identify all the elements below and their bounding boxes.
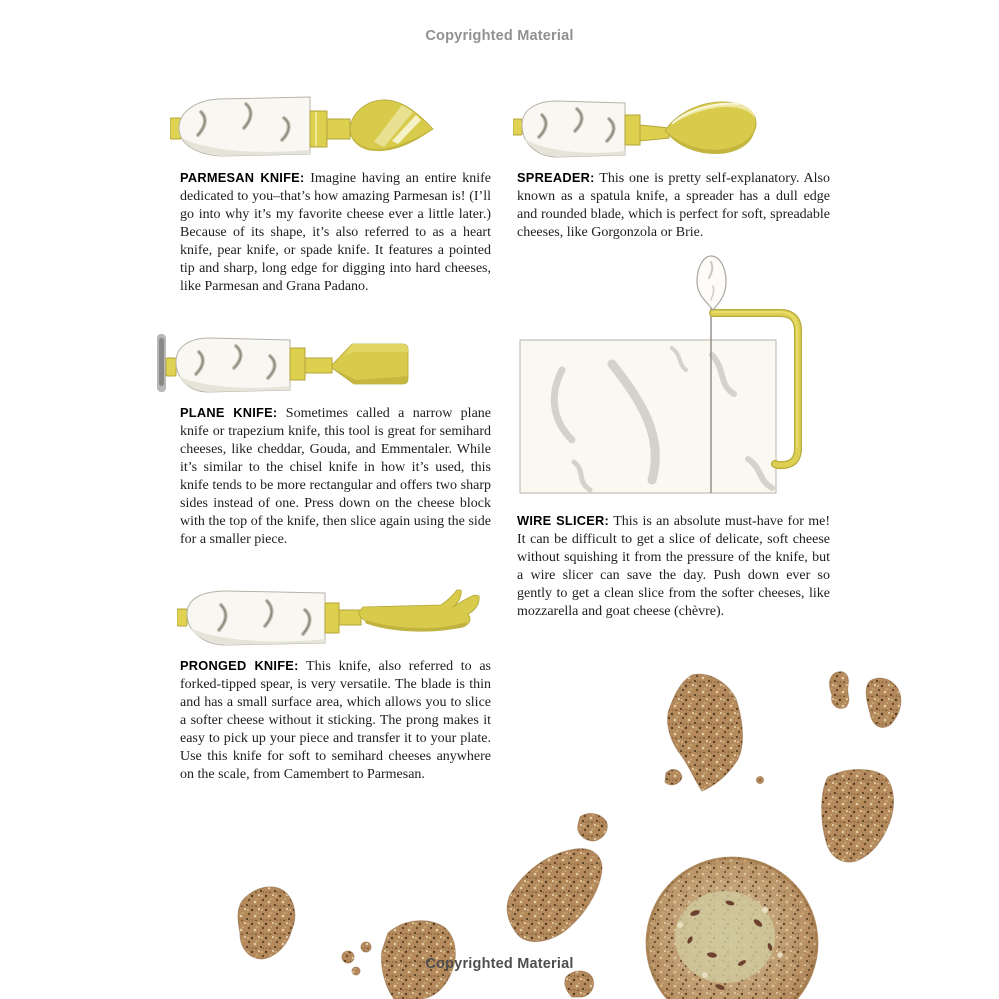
spreader-illustration [513, 93, 765, 165]
wire-slicer-illustration [512, 252, 812, 507]
section-plane-knife [180, 404, 491, 549]
section-body: Sometimes called a narrow plane knife or trapezium knife, this tool is great for semihard cheeses, like cheddar, Gouda, and Emmentaler. While it’s similar to the chisel knife in how it’s used, this knife tends to be more rectangular and offers two sharp sides instead of one. Press down on the cheese block with the top of the knife, then slice again using the side for a smaller piece. [180, 406, 492, 547]
section-body: This knife, also referred to as forked-tipped spear, is very versatile. The blade is thin and has a small surface area, which allows you to slice a softer cheese without it sticking. The prong makes it easy to pick up your piece and transfer it to your plate. Use this knife for soft to semihard cheeses anywhere on the scale, from Camembert to Parmesan. [180, 659, 491, 782]
copyright-notice-top: Copyrighted Material [425, 28, 574, 44]
cracker-crumb [757, 777, 764, 784]
round-seeded-cookie [646, 857, 818, 999]
bolster [310, 111, 327, 147]
section-body: Imagine having an entire knife dedicated to you–that’s how amazing Parmesan is! (I’ll go into why it’s my favorite cheese ever a little later.) Because of its shape, it’s also referred to as a heart knife, pear knife, or spade knife. It features a pointed tip and sharp, long edge for digging into hard cheeses, like Parmesan and Grana Padano. [180, 171, 492, 294]
neck [640, 125, 669, 141]
section-heading: PLANE KNIFE: [180, 405, 278, 420]
bolster [325, 603, 339, 633]
cracker-shard [507, 849, 602, 942]
cracker-crumb [578, 814, 608, 841]
section-parmesan-knife [180, 169, 491, 296]
scan-shadow-core [159, 338, 164, 386]
handle-end-cap [166, 358, 176, 376]
plane-knife-illustration [156, 328, 414, 400]
bolster [625, 115, 640, 145]
section-wire-slicer [517, 512, 830, 621]
cracker-crumb [565, 971, 594, 997]
bolster [290, 348, 305, 380]
neck [305, 358, 332, 373]
handle-end-cap [513, 119, 522, 135]
scattered-seeded-crackers-photo [180, 655, 999, 999]
section-body: This is an absolute must-have for me! It can be difficult to get a slice of delicate, soft cheese without squishing it from the pressure of the knife, but a wire slicer can save the day. Push down ever so gently to get a clean slice from the softer cheeses, like mozzarella and goat cheese (chèvre). [517, 514, 830, 619]
parmesan-knife-illustration [170, 88, 435, 168]
section-heading: PRONGED KNIFE: [180, 658, 299, 673]
cracker-crumb [361, 942, 371, 952]
section-heading: WIRE SLICER: [517, 513, 610, 528]
section-heading: SPREADER: [517, 170, 595, 185]
section-spreader [517, 169, 830, 242]
cracker-crumb [665, 770, 682, 785]
cracker-shard [822, 770, 894, 863]
cracker-shard [866, 678, 901, 727]
copyright-notice-bottom: Copyrighted Material [425, 956, 574, 972]
cracker-shard [238, 887, 295, 959]
cracker-crumb [830, 672, 849, 709]
neck [339, 610, 361, 625]
section-heading: PARMESAN KNIFE: [180, 170, 305, 185]
handle-end-cap [177, 609, 187, 626]
pronged-knife-illustration [177, 586, 489, 650]
neck [327, 119, 350, 139]
section-body: This one is pretty self-explanatory. Also known as a spatula knife, a spreader has a dull edge and rounded blade, which is perfect for soft, spreadable cheeses, like Gorgonzola or Brie. [517, 171, 831, 240]
